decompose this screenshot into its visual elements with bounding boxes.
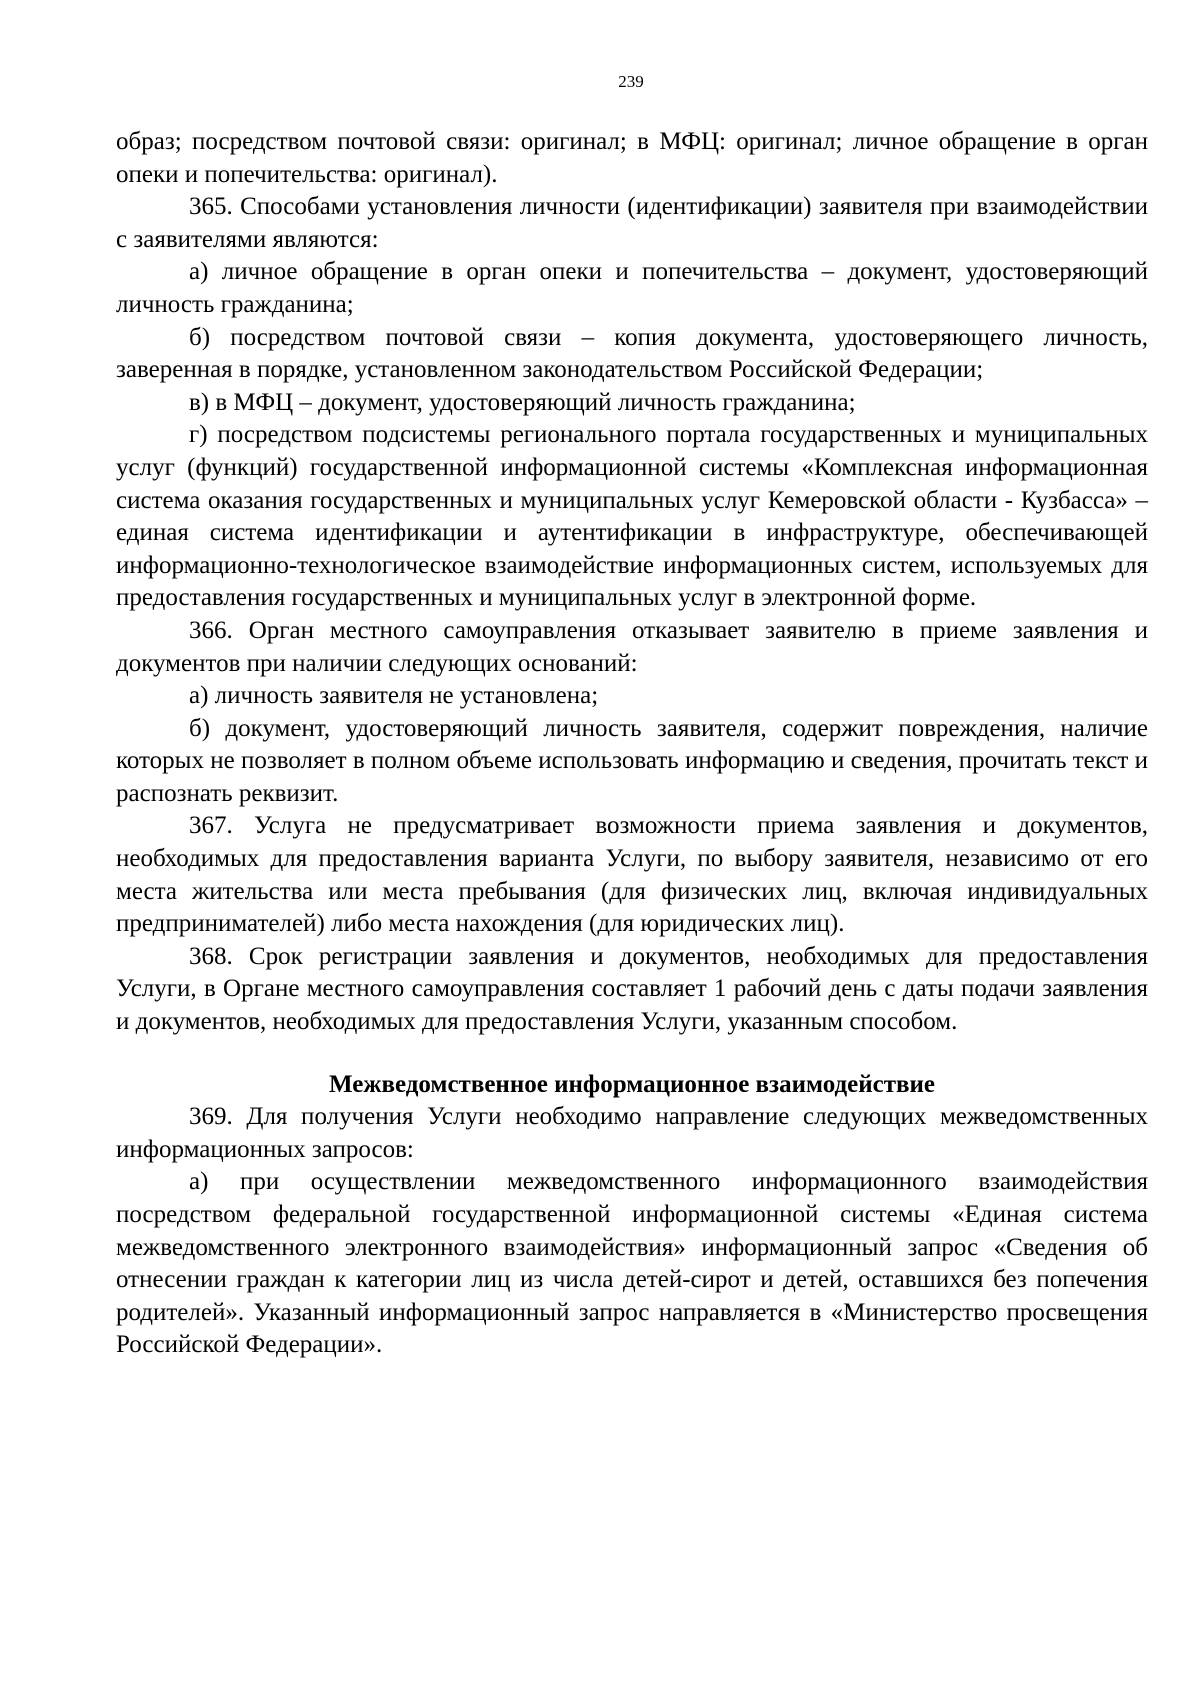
paragraph-365-a: а) личное обращение в орган опеки и попечительства – документ, удостоверяющий личность гражданина; xyxy=(116,258,1148,318)
paragraph-369: 369. Для получения Услуги необходимо направление следующих межведомственных информационных запросов: xyxy=(116,1103,1148,1163)
section-spacer xyxy=(116,1039,1148,1069)
paragraph-369-a: а) при осуществлении межведомственного информационного взаимодействия посредством федеральной государственной информационной системы «Единая система межведомственного электронного взаимодействия» информационный запрос «Сведения об отнесении граждан к категории лиц из числа детей-сирот и детей, оставшихся без попечения родителей». Указанный информационный запрос направляется в «Министерство просвещения Российской Федерации». xyxy=(116,1168,1148,1359)
paragraph-366-a: а) личность заявителя не установлена; xyxy=(189,682,599,710)
paragraph-365-b: б) посредством почтовой связи – копия документа, удостоверяющего личность, заверенная в порядке, установленном законодательством Российской Федерации; xyxy=(116,323,1148,384)
section-heading: Межведомственное информационное взаимодействие xyxy=(329,1070,935,1098)
paragraph-365-v: в) в МФЦ – документ, удостоверяющий личность гражданина; xyxy=(189,388,856,416)
document-body xyxy=(116,126,1148,1362)
paragraph-365-g: г) посредством подсистемы регионального портала государственных и муниципальных услуг (функций) государственной информационной системы «Комплексная информационная система оказания государственных и муниципальных услуг Кемеровской области - Кузбасса» – единая система идентификации и аутентификации в инфраструктуре, обеспечивающей информационно-технологическое взаимодействие информационных систем, используемых для предоставления государственных и муниципальных услуг в электронной форме. xyxy=(116,421,1148,612)
paragraph-continuation: образ; посредством почтовой связи: оригинал; в МФЦ: оригинал; личное обращение в орган опеки и попечительства: оригинал). xyxy=(116,128,1148,188)
page-number: 239 xyxy=(618,72,644,91)
paragraph-365: 365. Способами установления личности (идентификации) заявителя при взаимодействии с заявителями являются: xyxy=(116,193,1148,253)
paragraph-366: 366. Орган местного самоуправления отказывает заявителю в приеме заявления и документов при наличии следующих оснований: xyxy=(116,616,1148,677)
paragraph-366-b: б) документ, удостоверяющий личность заявителя, содержит повреждения, наличие которых не позволяет в полном объеме использовать информацию и сведения, прочитать текст и распознать реквизит. xyxy=(116,714,1148,807)
paragraph-367: 367. Услуга не предусматривает возможности приема заявления и документов, необходимых для предоставления варианта Услуги, по выбору заявителя, независимо от его места жительства или места пребывания (для физических лиц, включая индивидуальных предпринимателей) либо места нахождения (для юридических лиц). xyxy=(116,812,1148,938)
paragraph-368: 368. Срок регистрации заявления и документов, необходимых для предоставления Услуги, в Органе местного самоуправления составляет 1 рабочий день с даты подачи заявления и документов, необходимых для предоставления Услуги, указанным способом. xyxy=(116,942,1148,1036)
